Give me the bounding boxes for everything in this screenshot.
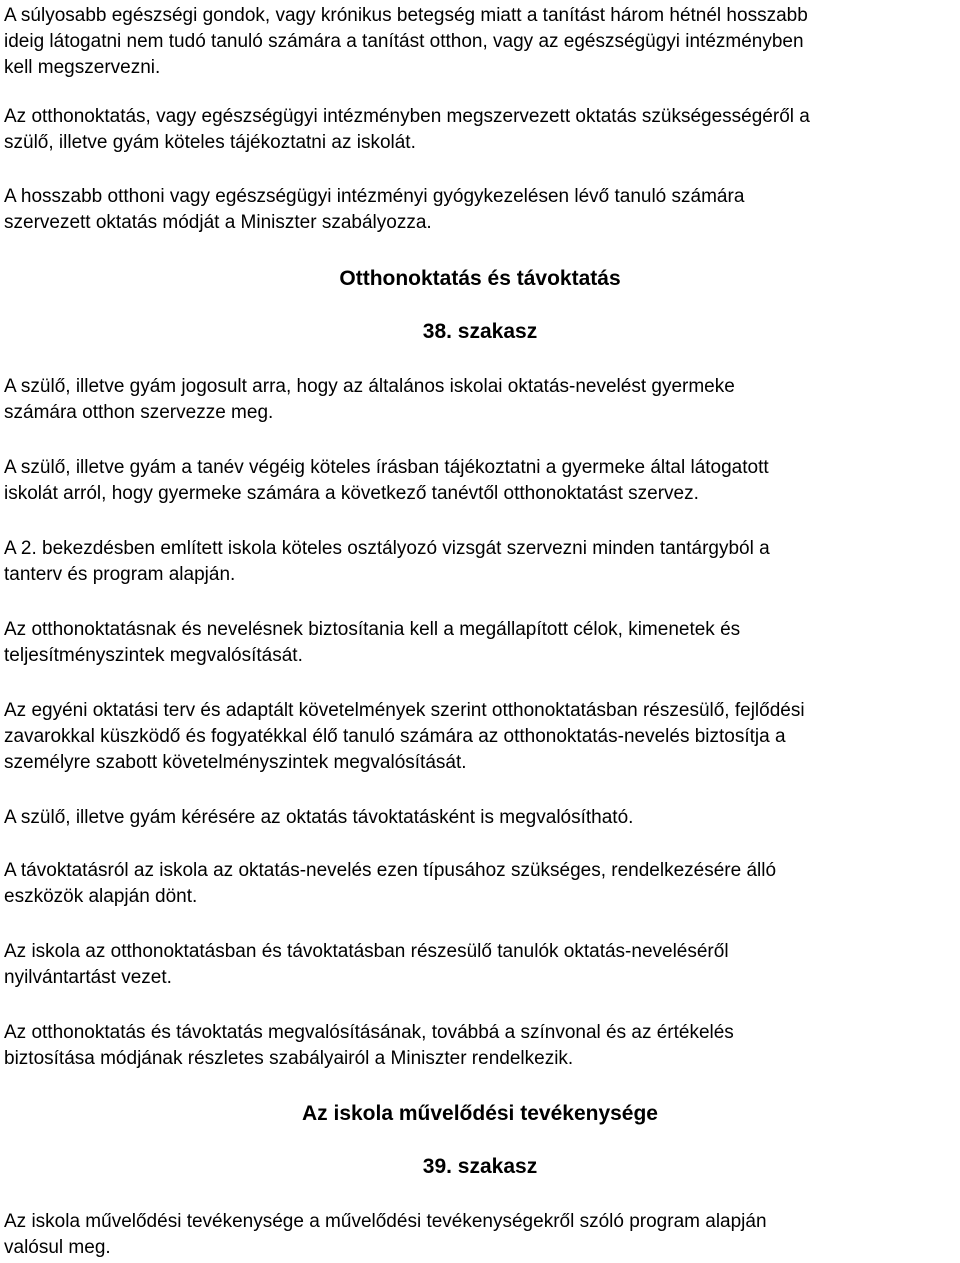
paragraph-line: személyre szabott követelményszintek megvalósítását. [4,752,467,773]
paragraph [4,1020,956,1072]
paragraph-line: szülő, illetve gyám köteles tájékoztatni az iskolát. [4,132,416,153]
paragraph [4,1209,956,1261]
paragraph-line: Az egyéni oktatási terv és adaptált követelmények szerint otthonoktatásban részesülő, fejlődési [4,700,805,721]
section-number: 39. szakasz [422,1155,538,1178]
paragraph-line: Az otthonoktatásnak és nevelésnek biztosítania kell a megállapított célok, kimenetek és [4,619,741,640]
paragraph-line: Az iskola az otthonoktatásban és távoktatásban részesülő tanulók oktatás-neveléséről [4,941,729,962]
paragraph-line: A szülő, illetve gyám kérésére az oktatás távoktatásként is megvalósítható. [4,807,634,828]
paragraph-line: Az otthonoktatás, vagy egészségügyi intézményben megszervezett oktatás szükségességéről a [4,106,810,127]
section-heading: Otthonoktatás és távoktatás [339,267,621,290]
paragraph [4,939,956,991]
paragraph-line: szervezett oktatás módját a Miniszter szabályozza. [4,212,432,233]
paragraph [4,374,956,426]
paragraph [4,104,956,156]
paragraph-line: kell megszervezni. [4,57,161,78]
paragraph [4,858,956,910]
paragraph [4,698,956,776]
paragraph-line: A 2. bekezdésben említett iskola köteles osztályozó vizsgát szervezni minden tantárgyból a [4,538,770,559]
paragraph-line: ideig látogatni nem tudó tanuló számára a tanítást otthon, vagy az egészségügyi intézményben [4,31,804,52]
paragraph-line: A távoktatásról az iskola az oktatás-nevelés ezen típusához szükséges, rendelkezésére álló [4,860,777,881]
paragraph-line: iskolát arról, hogy gyermeke számára a következő tanévtől otthonoktatást szervez. [4,483,699,504]
paragraph [4,536,956,588]
paragraph-line: zavarokkal küszködő és fogyatékkal élő tanuló számára az otthonoktatás-nevelés biztosítja a [4,726,786,747]
paragraph-line: számára otthon szervezze meg. [4,402,274,423]
paragraph [4,805,956,831]
paragraph-line: A szülő, illetve gyám jogosult arra, hogy az általános iskolai oktatás-nevelést gyermeke [4,376,735,397]
paragraph [4,617,956,669]
paragraph [4,184,956,236]
paragraph [4,3,956,81]
section-heading: Az iskola művelődési tevékenysége [301,1102,658,1125]
paragraph-line: Az otthonoktatás és távoktatás megvalósításának, továbbá a színvonal és az értékelés [4,1022,734,1043]
paragraph-line: A súlyosabb egészségi gondok, vagy krónikus betegség miatt a tanítást három hétnél hosszabb [4,5,808,26]
paragraph-line: A hosszabb otthoni vagy egészségügyi intézményi gyógykezelésen lévő tanuló számára [4,186,745,207]
paragraph-line: nyilvántartást vezet. [4,967,172,988]
paragraph [4,455,956,507]
paragraph-line: Az iskola művelődési tevékenysége a művelődési tevékenységekről szóló program alapján [4,1211,767,1232]
paragraph-line: A szülő, illetve gyám a tanév végéig köteles írásban tájékoztatni a gyermeke által látogatott [4,457,769,478]
paragraph-line: tanterv és program alapján. [4,564,236,585]
paragraph-line: eszközök alapján dönt. [4,886,198,907]
paragraph-line: teljesítményszintek megvalósítását. [4,645,303,666]
section-number: 38. szakasz [422,320,538,343]
paragraph-line: valósul meg. [4,1237,111,1258]
paragraph-line: biztosítása módjának részletes szabályairól a Miniszter rendelkezik. [4,1048,574,1069]
